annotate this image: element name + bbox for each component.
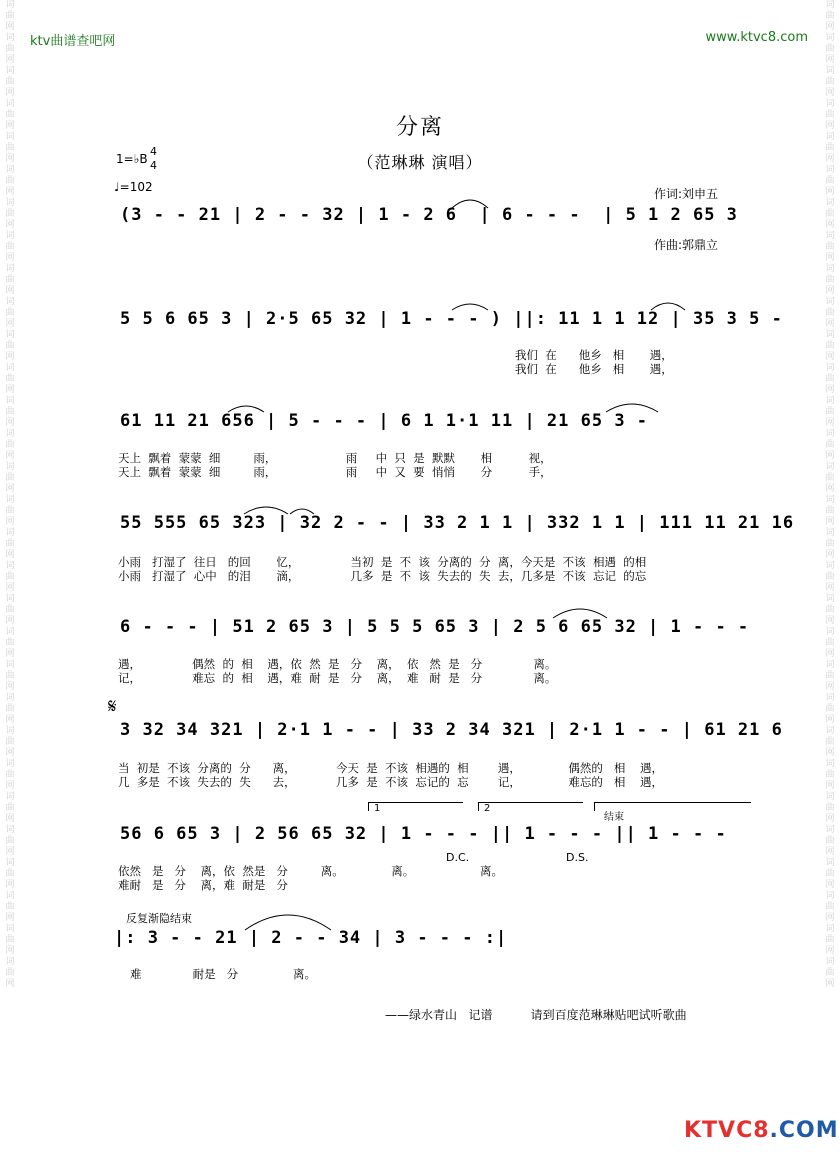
slur-6 (606, 404, 658, 412)
side-watermark-right: 词曲网词曲网词曲网词曲网词曲网词曲网词曲网词曲网词曲网词曲网词曲网词曲网词曲网词曲网词曲网词曲网词曲网词曲网词曲网词曲网词曲网词曲网词曲网词曲网词曲网词曲网词曲网词曲网词曲网词曲网 (825, 0, 835, 989)
fade-out-label: 反复渐隐结束 (126, 912, 192, 925)
lyric-row-8-line-1: 难 耐是 分 离。 (130, 967, 316, 981)
segno-sign: 𝄋 (108, 694, 117, 718)
site-name-left[interactable]: ktv曲谱查吧网 (30, 34, 116, 49)
lyric-row-5-line-2: 记， 难忘 的 相 遇，难 耐 是 分 离， 难 耐 是 分 离。 (118, 671, 557, 685)
lyric-row-7-line-2: 难耐 是 分 离，难 耐是 分 (118, 878, 288, 892)
lyric-row-6-line-2: 几 多是 不该 失去的 失 去， 几多 是 不该 忘记的 忘 记， 难忘的 相 遇， (118, 775, 663, 789)
tempo-mark: ♩=102 (114, 180, 153, 194)
slur-2 (553, 609, 607, 618)
lyric-row-2-line-2: 我们 在 他乡 相 遇， (515, 362, 673, 376)
slur-3 (245, 915, 331, 930)
key-signature: 1=♭B (116, 152, 148, 166)
lyric-row-2-line-1: 我们 在 他乡 相 遇， (515, 348, 673, 362)
volta-2-label: 2 (484, 803, 491, 814)
side-watermark-left: 词曲网词曲网词曲网词曲网词曲网词曲网词曲网词曲网词曲网词曲网词曲网词曲网词曲网词曲网词曲网词曲网词曲网词曲网词曲网词曲网词曲网词曲网词曲网词曲网词曲网词曲网词曲网词曲网词曲网词曲网 (5, 0, 15, 989)
lyric-row-7-line-1: 依然 是 分 离，依 然是 分 离。 离。 离。 (118, 864, 504, 878)
lyric-row-4-line-2: 小雨 打湿了 心中 的泪 滴， 几多 是 不 该 失去的 失 去，几多是 不该 忘记 的忘 (118, 569, 647, 583)
slur-8 (244, 507, 288, 514)
slur-5 (651, 303, 685, 310)
ds-marker: D.S. (566, 851, 589, 864)
volta-1-label: 1 (374, 803, 381, 814)
notation-row-5: 6 - - - | 51 2 65 3 | 5 5 5 65 3 | 2 5 6 65 32 | 1 - - - (120, 617, 750, 637)
notation-row-1: (3 - - 21 | 2 - - 32 | 1 - 2 6 | 6 - - - | 5 1 2 65 3 (120, 205, 738, 225)
slur-4 (452, 304, 488, 310)
composer: 作曲:郭鼎立 (654, 238, 719, 252)
lyric-row-3-line-1: 天上 飘着 蒙蒙 细 雨， 雨 中 只 是 默默 相 视， (118, 451, 552, 465)
notation-row-2: 5 5 6 65 3 | 2·5 65 32 | 1 - - - ) ||: 11 1 1 12 | 35 3 5 - (120, 309, 783, 329)
site-url-right[interactable]: www.ktvc8.com (705, 30, 808, 45)
lyric-row-6-line-1: 当 初是 不该 分离的 分 离， 今天 是 不该 相遇的 相 遇， 偶然的 相 遇， (118, 761, 663, 775)
transcriber-note: ——绿水青山 记谱 请到百度范琳琳贴吧试听歌曲 (385, 1008, 687, 1022)
notation-row-7: 56 6 65 3 | 2 56 65 32 | 1 - - - || 1 - - - || 1 - - - (120, 824, 727, 844)
notation-row-3: 61 11 21 656 | 5 - - - | 6 1 1·1 11 | 21 65 3 - (120, 411, 649, 431)
lyric-row-4-line-1: 小雨 打湿了 往日 的回 忆， 当初 是 不 该 分离的 分 离，今天是 不该 相遇 的相 (118, 555, 647, 569)
lyricist: 作词:刘申五 (654, 187, 719, 201)
time-sig-top: 4 (150, 145, 157, 158)
singer-credit: （范琳琳 演唱） (357, 153, 483, 172)
song-title: 分离 (395, 115, 444, 140)
notation-row-6: 3 32 34 321 | 2·1 1 - - | 33 2 34 321 | 2·1 1 - - | 61 21 6 (120, 720, 783, 740)
lyric-row-3-line-2: 天上 飘着 蒙蒙 细 雨， 雨 中 又 要 悄悄 分 手， (118, 465, 552, 479)
slur-1 (452, 200, 488, 208)
ending-label: 结束 (604, 812, 624, 823)
lyric-row-5-line-1: 遇， 偶然 的 相 遇，依 然 是 分 离， 依 然 是 分 离。 (118, 657, 557, 671)
notation-row-8: |: 3 - - 21 | 2 - - 34 | 3 - - - :| (114, 928, 508, 948)
slur-9 (290, 509, 314, 514)
dc-marker: D.C. (446, 851, 470, 864)
site-logo-b: .COM (769, 1118, 839, 1143)
notation-row-4: 55 555 65 323 | 32 2 - - | 33 2 1 1 | 332 1 1 | 111 11 21 16 (120, 513, 795, 533)
time-sig-bottom: 4 (150, 159, 157, 172)
site-logo-a: KTVC8 (684, 1118, 770, 1143)
slur-7 (228, 406, 264, 412)
